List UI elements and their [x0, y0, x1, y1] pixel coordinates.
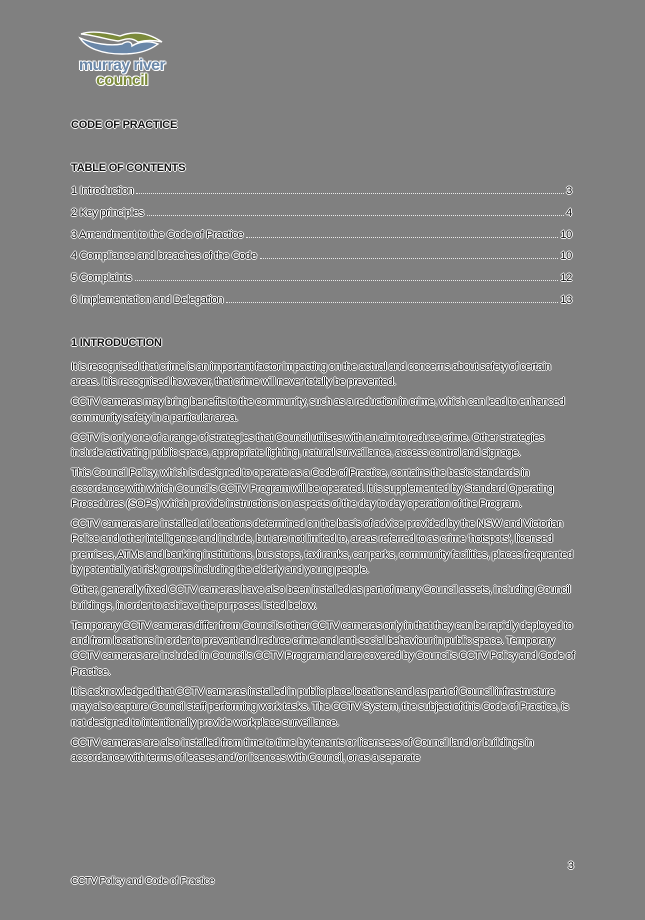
toc-dot-leader	[147, 214, 564, 216]
table-of-contents	[71, 183, 572, 314]
river-leaf-icon	[78, 28, 164, 58]
toc-entry-implementation[interactable]	[71, 292, 572, 314]
toc-entry-label: 3 Amendment to the Code of Practice	[71, 228, 244, 241]
paragraph: This Council Policy, which is designed to operate as a Code of Practice, contains the basic standards in accordance with which Council's CCTV Program will be operated. It is supplemented by Standard Operating Procedures (SOPs) which provide instructions on aspects of the day to day operation of the Program.	[71, 467, 554, 511]
paragraph: Other, generally fixed CCTV cameras have also been installed as part of many Council assets, including Council buildings, in order to achieve the purposes listed below.	[71, 584, 571, 612]
logo-text-council: council	[96, 72, 148, 89]
toc-entry-key-principles[interactable]	[71, 205, 572, 227]
toc-entry-label: 5 Complaints	[71, 272, 132, 285]
paragraph: CCTV is only one of a range of strategies that Council utilises with an aim to reduce crime. Other strategies include activating public space, appropriate lighting, natural surveillance, access control and signage.	[71, 431, 545, 460]
toc-dot-leader	[226, 301, 558, 303]
toc-entry-label: 6 Implementation and Delegation	[71, 293, 224, 306]
toc-entry-amendment[interactable]	[71, 227, 572, 249]
toc-dot-leader	[136, 192, 564, 194]
toc-dot-leader	[135, 279, 559, 281]
toc-entry-page: 13	[560, 293, 572, 306]
toc-entry-introduction[interactable]	[71, 183, 572, 205]
toc-entry-page: 10	[560, 228, 572, 241]
paragraph: CCTV cameras may bring benefits to the community, such as a reduction in crime, which can lead to enhanced community safety in a particular area.	[71, 396, 565, 424]
section-body	[71, 360, 575, 771]
toc-dot-leader	[260, 257, 559, 259]
section-heading-introduction: 1 INTRODUCTION	[71, 337, 162, 349]
logo-text-murray-river: murray river	[78, 57, 166, 74]
toc-entry-complaints[interactable]	[71, 270, 572, 292]
document-title: CODE OF PRACTICE	[71, 119, 178, 131]
council-logo	[69, 28, 175, 90]
page-footer: CCTV Policy and Code of Practice	[71, 876, 215, 887]
paragraph: CCTV cameras are also installed from time to time by tenants or licensees of Council land or buildings in accordance with terms of leases and/or licences with Council, or as a separate	[71, 736, 534, 765]
toc-entry-label: 4 Compliance and breaches of the Code	[71, 250, 257, 263]
toc-entry-label: 2 Key principles	[71, 206, 144, 219]
paragraph: It is recognised that crime is an important factor impacting on the actual and concerns about safety of certain areas. It is recognised however, that crime will never totally be prevented.	[71, 361, 551, 389]
toc-entry-label: 1 Introduction	[71, 185, 134, 197]
paragraph: It is acknowledged that CCTV cameras installed in public place locations and as part of Council infrastructure may also capture Council staff performing work tasks. The CCTV System, the subject of this Code of Practice, is not designed to intentionally provide workplace surveillance.	[71, 685, 569, 729]
toc-heading: TABLE OF CONTENTS	[71, 162, 186, 174]
paragraph: CCTV cameras are installed at locations determined on the basis of advice provided by the NSW and Victorian Police and other intelligence and include, but are not limited to, areas referred to as crime 'hotspots', licensed premises, ATMs and banking institutions, bus stops, taxi ranks, car parks, community facilities, places frequented by potentially at risk groups including the elderly and young people.	[71, 518, 573, 577]
toc-entry-compliance[interactable]	[71, 248, 572, 270]
toc-entry-page: 10	[560, 250, 572, 263]
toc-entry-page: 3	[566, 185, 572, 197]
paragraph: Temporary CCTV cameras differ from Council's other CCTV cameras only in that they can be rapidly deployed to and from locations in order to prevent and reduce crime and anti-social behaviour in public space. Temporary CCTV cameras are included in Council's CCTV Program and are covered by Council's CCTV Policy and Code of Practice.	[71, 619, 575, 678]
toc-entry-page: 4	[566, 206, 572, 219]
page-number: 3	[567, 860, 574, 872]
toc-dot-leader	[246, 236, 558, 238]
toc-entry-page: 12	[560, 272, 572, 285]
